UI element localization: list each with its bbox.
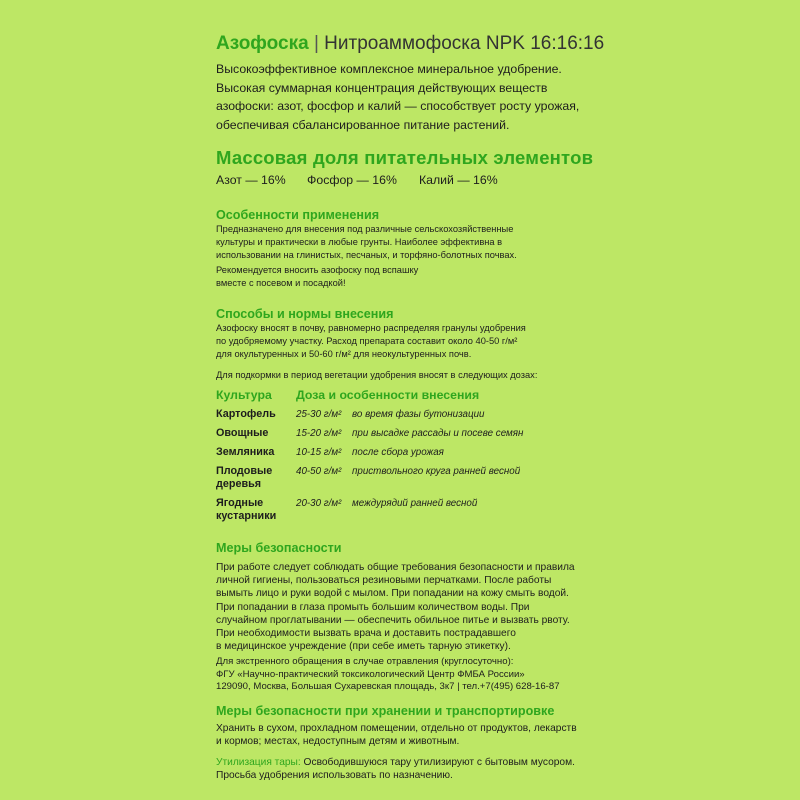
methods-text <box>216 322 526 361</box>
methods-line: Азофоску вносят в почву, равномерно распределяя гранулы удобрения <box>216 323 526 333</box>
disposal-text <box>216 756 575 782</box>
safety-line: вымыть лицо и руки водой с мылом. При попадании на кожу смыть водой. <box>216 588 569 600</box>
crop-dose: 10-15 г/м² <box>296 447 342 458</box>
intro-text <box>216 60 579 135</box>
methods-line: по удобряемому участку. Расход препарата составит около 40-50 г/м² <box>216 336 518 346</box>
crop-dose: 40-50 г/м² <box>296 466 342 477</box>
application-line: Предназначено для внесения под различные сельскохозяйственные <box>216 224 514 234</box>
application-recommendation <box>216 264 418 290</box>
methods-heading: Способы и нормы внесения <box>216 307 394 321</box>
col-crop-header: Культура <box>216 388 272 402</box>
disposal-label: Утилизация тары: <box>216 757 301 768</box>
crop-dose: 25-30 г/м² <box>296 409 342 420</box>
intro-line: обеспечивая сбалансированное питание растений. <box>216 118 510 133</box>
crop-name-line: Ягодные <box>216 497 264 509</box>
storage-text <box>216 722 577 748</box>
crop-name <box>216 465 272 491</box>
crop-dose: 20-30 г/м² <box>296 498 342 509</box>
safety-line: При работе следует соблюдать общие требования безопасности и правила <box>216 562 575 573</box>
application-heading: Особенности применения <box>216 208 380 222</box>
crop-name: Овощные <box>216 427 269 439</box>
intro-line: Высокая суммарная концентрация действующих веществ <box>216 80 548 95</box>
crop-name <box>216 497 276 523</box>
intro-line: азофоски: азот, фосфор и калий — способствует росту урожая, <box>216 99 580 114</box>
crop-name-line: кустарники <box>216 510 277 522</box>
disposal-line <box>216 756 575 769</box>
crop-dose: 15-20 г/м² <box>296 428 342 439</box>
storage-heading: Меры безопасности при хранении и транспортировке <box>216 704 555 718</box>
emergency-contact <box>216 656 560 694</box>
safety-line: в медицинское учреждение (при себе иметь тарную этикетку). <box>216 641 511 653</box>
intro-line: Высокоэффективное комплексное минеральное удобрение. <box>216 62 562 76</box>
col-dose-header: Доза и особенности внесения <box>296 388 480 402</box>
disposal-line: Просьба удобрения использовать по назначению. <box>216 770 453 782</box>
contact-line: Для экстренного обращения в случае отравления (круглосуточно): <box>216 656 514 667</box>
disposal-body: Освободившуюся тару утилизируют с бытовым мусором. <box>300 757 575 768</box>
title-separator: | <box>313 33 319 54</box>
recommend-line: Рекомендуется вносить азофоску под вспашку <box>216 265 419 275</box>
application-line: использовании на глинистых, песчаных, и торфяно-болотных почвах. <box>216 250 517 260</box>
safety-line: личной гигиены, пользоваться резиновыми перчатками. После работы <box>216 575 552 587</box>
methods-line: для окультуренных и 50-60 г/м² для неокультуренных почв. <box>216 349 472 359</box>
safety-text <box>216 561 575 653</box>
crop-note: после сбора урожая <box>352 447 444 458</box>
crop-name: Земляника <box>216 446 275 458</box>
contact-line: ФГУ «Научно-практический токсикологический Центр ФМБА России» <box>216 668 525 680</box>
safety-heading: Меры безопасности <box>216 541 342 555</box>
safety-line: При попадании в глаза промыть большим количеством воды. При <box>216 601 530 613</box>
brand-name: Азофоска <box>216 33 309 54</box>
phosphorus-value: Фосфор — 16% <box>307 173 397 187</box>
feeding-intro: Для подкормки в период вегетации удобрения вносят в следующих дозах: <box>216 370 538 380</box>
nutrients-heading: Массовая доля питательных элементов <box>216 147 594 168</box>
crop-name-line: деревья <box>216 478 262 490</box>
recommend-line: вместе с посевом и посадкой! <box>216 278 346 288</box>
crop-note: приствольного круга ранней весной <box>352 466 521 477</box>
storage-line: Хранить в сухом, прохладном помещении, отдельно от продуктов, лекарств <box>216 723 577 734</box>
crop-name: Картофель <box>216 408 276 420</box>
product-subtitle: Нитроаммофоска NPK 16:16:16 <box>324 33 605 54</box>
safety-line: случайном проглатывании — обеспечить обильное питье и вызвать рвоту. <box>216 614 570 626</box>
application-text <box>216 223 517 262</box>
crop-name-line: Плодовые <box>216 465 273 477</box>
safety-line: При необходимости вызвать врача и доставить пострадавшего <box>216 628 516 640</box>
crop-note: во время фазы бутонизации <box>352 409 485 420</box>
crop-note: при высадке рассады и посеве семян <box>352 428 524 439</box>
crop-note: междурядий ранней весной <box>352 498 478 509</box>
application-line: культуры и практически в любые грунты. Наиболее эффективна в <box>216 237 503 247</box>
potassium-value: Калий — 16% <box>419 173 498 187</box>
storage-line: и кормов; местах, недоступным детям и животным. <box>216 736 460 748</box>
contact-line: 129090, Москва, Большая Сухаревская площадь, 3к7 | тел.+7(495) 628-16-87 <box>216 681 560 693</box>
product-title <box>216 33 604 55</box>
nitrogen-value: Азот — 16% <box>216 173 286 187</box>
